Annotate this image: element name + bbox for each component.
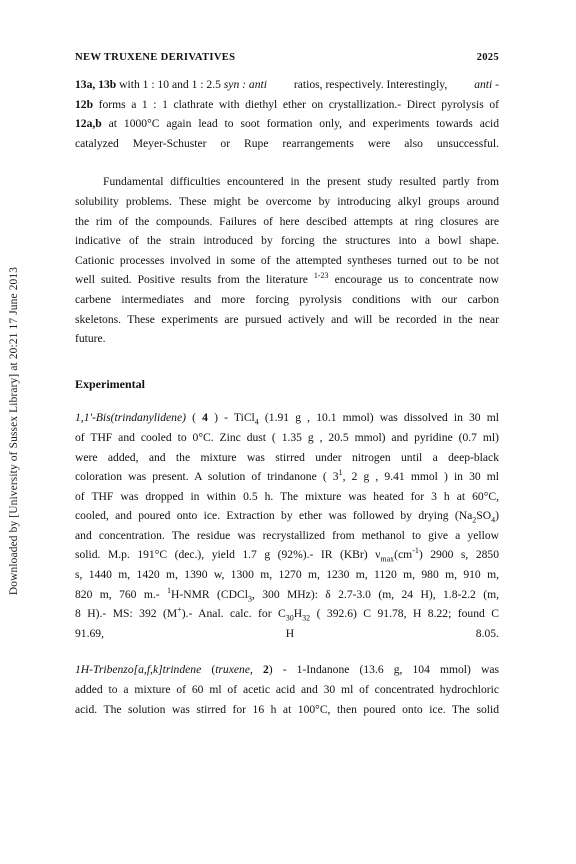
text-line: and concentration. The residue was recrystallized from methanol to give a yellow [75, 528, 499, 542]
text-line: catalyzed Meyer-Schuster or Rupe rearrangements were also unsuccessful. [75, 136, 499, 150]
text-line: s, 1440 m, 1420 m, 1390 w, 1300 m, 1270 m, 1230 m, 1120 m, 980 m, 910 m, [75, 568, 499, 582]
running-head [75, 52, 499, 63]
text-line: the rim of the compounds. Failures of here descibed attempts at ring closures are [75, 214, 499, 228]
text-line: Fundamental difficulties encountered in the present study resulted partly from [103, 175, 499, 189]
text-line: solubility problems. These might be overcome by introducing alkyl groups around [75, 194, 499, 208]
paragraph-conclusion [75, 172, 499, 348]
text-line: 12a,b at 1000°C again lead to soot formation only, and experiments towards acid [75, 117, 499, 131]
text-line: of THF was dropped in within 0.5 h. The mixture was heated for 3 h at 60°C, [75, 489, 499, 503]
citation-superscript: 1-23 [313, 271, 329, 281]
text-line: skeletons. These experiments are pursued actively and will be recorded in the near [75, 312, 499, 326]
text-line: were added, and the mixture was stirred under nitrogen until a deep-black [75, 450, 499, 464]
text-line: 820 m, 760 m.- $^1$H-NMR (CDCl$_3$, 300 MHz): δ 2.7-3.0 (m, 24 H), 1.8-2.2 (m, [75, 585, 499, 603]
text-line: coloration was present. A solution of trindanone ( $3^1$, 2 g , 9.41 mmol ) in 30 ml [75, 468, 500, 484]
page-number: 2025 [476, 52, 499, 63]
paragraph-results-continued [75, 75, 499, 153]
text-line: of THF and cooled to 0°C. Zinc dust ( 1.35 g , 20.5 mmol) and pyridine (0.7 ml) [75, 430, 499, 444]
text-line: 1H-Tribenzo[a,f,k]trindene (truxene, 2) - 1-Indanone (13.6 g, 104 mmol) was [75, 663, 499, 677]
text-line: solid. M.p. 191°C (dec.), yield 1.7 g (92%).- IR (KBr) $\nu_{max}(cm^{-1})$ 2900 s, 2850 [75, 546, 500, 564]
journal-running-title: NEW TRUXENE DERIVATIVES [75, 52, 236, 63]
experimental-procedure-2 [75, 660, 499, 719]
text-line: added to a mixture of 60 ml of acetic acid and 30 ml of concentrated hydrochloric [75, 683, 499, 697]
text-line: indicative of the strain introduced by forcing the structures into a bowl shape. [75, 234, 499, 248]
text-line: acid. The solution was stirred for 16 h at 100°C, then poured onto ice. The solid [75, 702, 499, 716]
text-line: 13a, 13b with 1 : 10 and 1 : 2.5 syn : anti ratios, respectively. Interestingly, anti - [75, 78, 499, 91]
text-line: well suited. Positive results from the literature $^{1-23}$ encourage us to concentrate now [75, 271, 499, 287]
text-line: future. [75, 332, 106, 346]
text-line: 1,1'-Bis(trindanylidene) ( 4 ) - TiCl$_4$ (1.91 g , 10.1 mmol) was dissolved in 30 ml [75, 411, 499, 427]
text-line: carbene intermediates and more forcing pyrolysis conditions with our carbon [75, 292, 499, 306]
section-heading: Experimental [75, 376, 145, 391]
compound-name: 1,1'-Bis(trindanylidene) [75, 411, 186, 425]
page-body [75, 52, 499, 719]
text-line: 12b forms a 1 : 1 clathrate with diethyl ether on crystallization.- Direct pyrolysis of [75, 97, 499, 111]
text-line: 8 H).- MS: 392 (M+).- Anal. calc. for $C_{30}H_{32}$ ( 392.6) C 91.78, H 8.22; found C [75, 605, 499, 623]
experimental-procedure-1 [75, 408, 499, 643]
text-line: cooled, and poured onto ice. Extraction by ether was followed by drying $(Na_2SO_4)$ [75, 509, 499, 525]
text-line: Cationic processes involved in some of the attempted syntheses turned out to be not [75, 253, 499, 267]
text-line: 91.69, H 8.05. [75, 626, 499, 640]
download-watermark: Downloaded by [University of Sussex Library] at 20:21 17 June 2013 [8, 266, 20, 596]
compound-name: 1H-Tribenzo[a,f,k]trindene [75, 663, 202, 677]
